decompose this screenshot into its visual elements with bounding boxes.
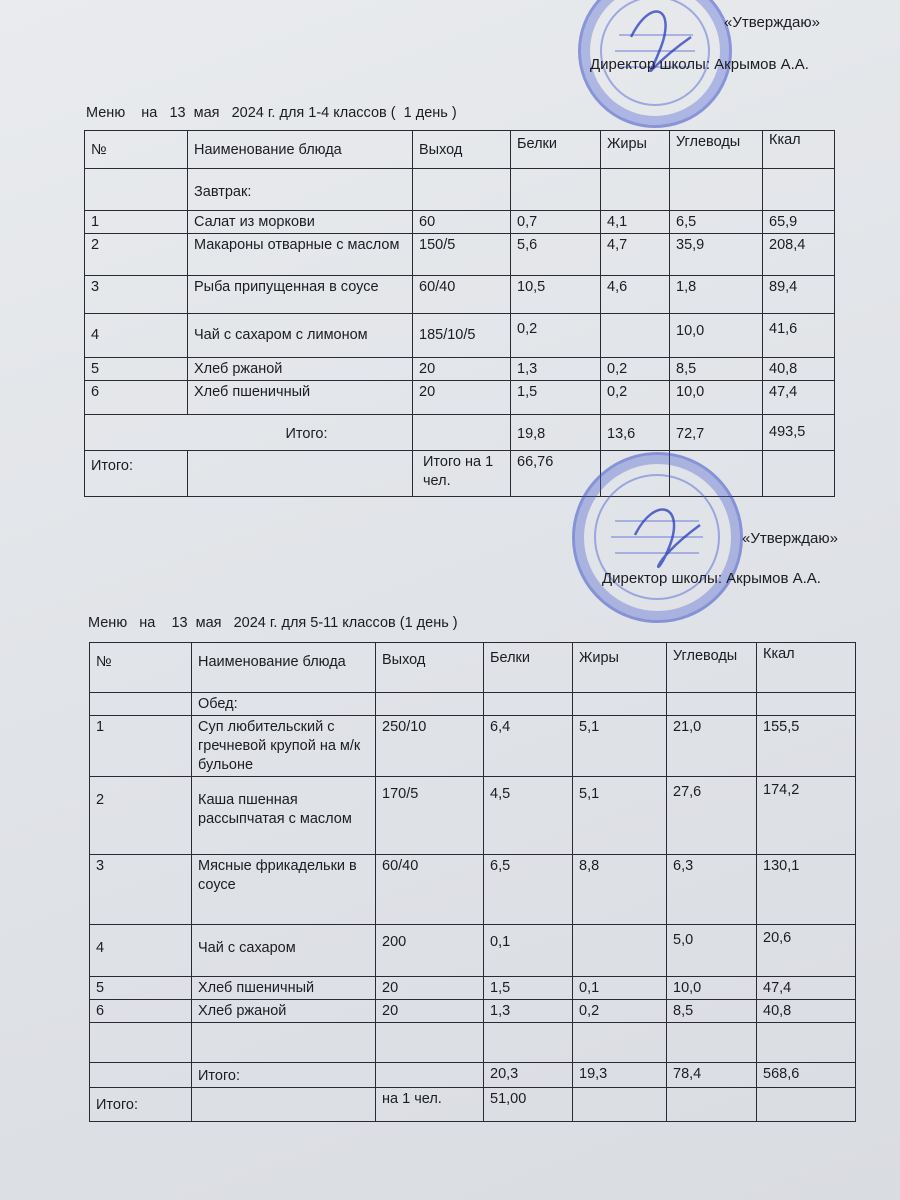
table-cell: Мясные фрикадельки в соусе xyxy=(192,855,376,925)
table-cell: 1,3 xyxy=(484,1000,573,1023)
header-cell: Углеводы xyxy=(667,643,757,693)
header-cell: Наименование блюда xyxy=(192,643,376,693)
table-cell: 174,2 xyxy=(757,777,856,855)
table-cell: 5,1 xyxy=(573,716,667,777)
table-row xyxy=(90,855,856,925)
table-cell: 4 xyxy=(85,314,188,358)
table-cell xyxy=(601,314,670,358)
table-cell: 89,4 xyxy=(763,276,835,314)
table-cell: Рыба припущенная в соусе xyxy=(188,276,413,314)
table-cell: 4,5 xyxy=(484,777,573,855)
table-row xyxy=(90,1000,856,1023)
table-cell: 568,6 xyxy=(757,1063,856,1088)
table-cell: 130,1 xyxy=(757,855,856,925)
subtotal-row xyxy=(90,1063,856,1088)
menu-table-grades-1-4 xyxy=(84,130,835,497)
per-person-label: Итого на 1 чел. xyxy=(413,451,511,497)
table-cell: 0,2 xyxy=(601,358,670,381)
table-cell: 4 xyxy=(90,925,192,977)
table-cell: Хлеб пшеничный xyxy=(192,977,376,1000)
table-row xyxy=(90,925,856,977)
table-cell: 250/10 xyxy=(376,716,484,777)
table-cell: 150/5 xyxy=(413,234,511,276)
table-cell: 1 xyxy=(90,716,192,777)
table-header-row xyxy=(90,643,856,693)
table-cell: Хлеб пшеничный xyxy=(188,381,413,415)
table-row xyxy=(85,381,835,415)
header-cell: Выход xyxy=(376,643,484,693)
table-cell: 0,2 xyxy=(573,1000,667,1023)
table-cell: 66,76 xyxy=(511,451,601,497)
table-cell: 1,3 xyxy=(511,358,601,381)
table-cell: 6 xyxy=(85,381,188,415)
table-cell: 155,5 xyxy=(757,716,856,777)
table-row xyxy=(85,276,835,314)
table-cell: 1,5 xyxy=(484,977,573,1000)
table-cell: 60/40 xyxy=(376,855,484,925)
table-cell: 6,5 xyxy=(484,855,573,925)
table-cell: 200 xyxy=(376,925,484,977)
table-cell: 5,1 xyxy=(573,777,667,855)
table-cell: 10,5 xyxy=(511,276,601,314)
table-cell: 4,1 xyxy=(601,211,670,234)
table-cell: 47,4 xyxy=(757,977,856,1000)
table-cell: 8,5 xyxy=(670,358,763,381)
table-cell: 20 xyxy=(413,381,511,415)
table-cell: 10,0 xyxy=(667,977,757,1000)
table-cell: 0,2 xyxy=(601,381,670,415)
table-cell: Каша пшенная рассыпчатая с маслом xyxy=(192,777,376,855)
table-row xyxy=(85,169,835,211)
total-row xyxy=(90,1088,856,1122)
table-cell: 60 xyxy=(413,211,511,234)
table-row xyxy=(90,977,856,1000)
table-cell: 5,6 xyxy=(511,234,601,276)
table-cell: 60/40 xyxy=(413,276,511,314)
table-cell: 1,5 xyxy=(511,381,601,415)
table-cell: 8,5 xyxy=(667,1000,757,1023)
table-cell: 10,0 xyxy=(670,381,763,415)
table-cell: Чай с сахаром с лимоном xyxy=(188,314,413,358)
table-cell: 65,9 xyxy=(763,211,835,234)
menu-title: Меню на 13 мая 2024 г. для 1-4 классов ( 1 день ) xyxy=(86,105,457,121)
total-label: Итого: xyxy=(90,1088,192,1122)
table-cell: 6 xyxy=(90,1000,192,1023)
director-signature-line: Директор школы: Акрымов А.А. xyxy=(590,56,809,73)
table-cell: 4,6 xyxy=(601,276,670,314)
subtotal-label: Итого: xyxy=(192,1063,376,1088)
table-cell: 78,4 xyxy=(667,1063,757,1088)
header-cell: Белки xyxy=(484,643,573,693)
table-cell: 0,7 xyxy=(511,211,601,234)
table-cell: 6,5 xyxy=(670,211,763,234)
menu-title: Меню на 13 мая 2024 г. для 5-11 классов (1 день ) xyxy=(88,615,458,631)
table-cell: 20 xyxy=(376,1000,484,1023)
table-row xyxy=(85,314,835,358)
total-label: Итого: xyxy=(85,451,188,497)
table-cell: 41,6 xyxy=(763,314,835,358)
header-cell: № xyxy=(85,131,188,169)
table-cell: Суп любительский с гречневой крупой на м/к бульоне xyxy=(192,716,376,777)
table-cell: Хлеб ржаной xyxy=(192,1000,376,1023)
table-row xyxy=(85,234,835,276)
header-cell: Ккал xyxy=(763,131,835,169)
table-header-row xyxy=(85,131,835,169)
header-cell: Выход xyxy=(413,131,511,169)
table-cell: 51,00 xyxy=(484,1088,573,1122)
table-cell: 47,4 xyxy=(763,381,835,415)
table-row xyxy=(90,693,856,716)
header-cell: Углеводы xyxy=(670,131,763,169)
table-cell: 3 xyxy=(90,855,192,925)
subtotal-label: Итого: xyxy=(85,415,413,451)
table-cell: 72,7 xyxy=(670,415,763,451)
table-cell: 40,8 xyxy=(763,358,835,381)
table-cell: 2 xyxy=(90,777,192,855)
table-cell: 40,8 xyxy=(757,1000,856,1023)
table-cell: 3 xyxy=(85,276,188,314)
table-cell: 20,3 xyxy=(484,1063,573,1088)
approval-label: «Утверждаю» xyxy=(742,530,838,547)
table-cell: 0,1 xyxy=(573,977,667,1000)
table-cell xyxy=(573,925,667,977)
table-cell: 35,9 xyxy=(670,234,763,276)
section-label: Завтрак: xyxy=(188,169,413,211)
table-row xyxy=(90,777,856,855)
table-cell: 13,6 xyxy=(601,415,670,451)
table-cell: Макароны отварные с маслом xyxy=(188,234,413,276)
table-cell: 4,7 xyxy=(601,234,670,276)
table-cell: 20,6 xyxy=(757,925,856,977)
table-cell: 1 xyxy=(85,211,188,234)
per-person-label: на 1 чел. xyxy=(376,1088,484,1122)
table-cell: 170/5 xyxy=(376,777,484,855)
table-cell: 19,3 xyxy=(573,1063,667,1088)
table-cell: 185/10/5 xyxy=(413,314,511,358)
table-row xyxy=(85,358,835,381)
approval-label: «Утверждаю» xyxy=(724,14,820,31)
school-stamp-seal xyxy=(572,452,743,623)
section-label: Обед: xyxy=(192,693,376,716)
table-cell: Хлеб ржаной xyxy=(188,358,413,381)
table-cell: 6,3 xyxy=(667,855,757,925)
table-cell: 493,5 xyxy=(763,415,835,451)
table-cell: 2 xyxy=(85,234,188,276)
table-cell: 8,8 xyxy=(573,855,667,925)
table-cell: 20 xyxy=(376,977,484,1000)
menu-table-grades-5-11 xyxy=(89,642,856,1122)
director-signature-line: Директор школы: Акрымов А.А. xyxy=(602,570,821,587)
table-cell: 5 xyxy=(90,977,192,1000)
header-cell: Жиры xyxy=(573,643,667,693)
table-cell: Салат из моркови xyxy=(188,211,413,234)
table-cell: 6,4 xyxy=(484,716,573,777)
header-cell: Белки xyxy=(511,131,601,169)
table-cell: 19,8 xyxy=(511,415,601,451)
header-cell: Ккал xyxy=(757,643,856,693)
table-cell: 0,2 xyxy=(511,314,601,358)
table-row xyxy=(90,716,856,777)
table-cell: 21,0 xyxy=(667,716,757,777)
table-cell: 27,6 xyxy=(667,777,757,855)
header-cell: Жиры xyxy=(601,131,670,169)
header-cell: Наименование блюда xyxy=(188,131,413,169)
header-cell: № xyxy=(90,643,192,693)
table-cell: 0,1 xyxy=(484,925,573,977)
table-cell: 20 xyxy=(413,358,511,381)
table-row xyxy=(90,1023,856,1063)
table-cell: 10,0 xyxy=(670,314,763,358)
table-row xyxy=(85,211,835,234)
table-cell: 208,4 xyxy=(763,234,835,276)
table-cell: 1,8 xyxy=(670,276,763,314)
table-cell: 5,0 xyxy=(667,925,757,977)
table-cell: 5 xyxy=(85,358,188,381)
table-cell: Чай с сахаром xyxy=(192,925,376,977)
subtotal-row xyxy=(85,415,835,451)
